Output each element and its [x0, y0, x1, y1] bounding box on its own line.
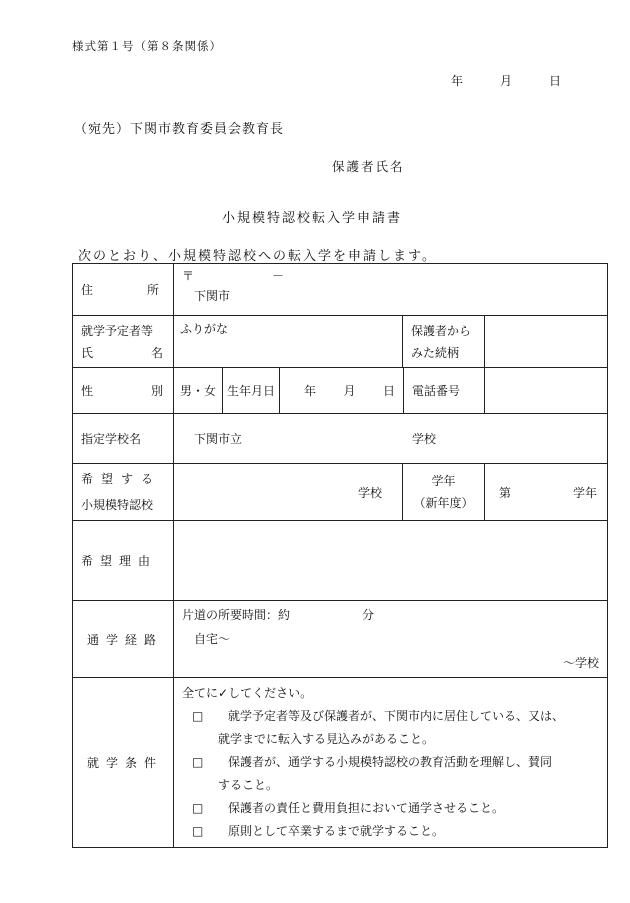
checkbox-icon[interactable]: □ [192, 755, 204, 769]
intro-text: 次のとおり、小規模特認校への転入学を申請します。 [78, 249, 437, 264]
conditions-list: 全てに✓してください。 □ 就学予定者等及び保護者が、下関市内に居住している、又は、 就学までに転入する見込みがあること。 □ 保護者が、通学する小規模特認校の教育活動を理解し、賛同 すること。 □ 保護者の責任と費用負担において通学させること。 □ 原則として卒業するまで就学すること。 [174, 678, 608, 848]
route-row: 通学経路 片道の所要時間：約 分 自宅～ ～学校 [73, 601, 608, 678]
relation-field[interactable] [485, 316, 608, 368]
postal-mark: 〒 [182, 269, 195, 283]
checkbox-icon[interactable]: □ [192, 824, 204, 838]
condition-item: □ 原則として卒業するまで就学すること。 [182, 820, 599, 843]
date-year: 年 [451, 74, 464, 88]
check-mark-icon: ✓ [218, 686, 229, 700]
reason-field[interactable] [174, 521, 608, 601]
desired-school-row: 希望する 小規模特認校 学校 学年 （新年度） 第 学年 [73, 464, 608, 521]
date-month: 月 [499, 74, 512, 88]
form-code: 様式第１号（第８条関係） [72, 39, 222, 53]
condition-item: □ 就学予定者等及び保護者が、下関市内に居住している、又は、 就学までに転入する見込みがあること。 [182, 705, 599, 751]
birthdate-label: 生年月日 [223, 368, 280, 413]
postal-dash: － [272, 269, 285, 283]
grade-field[interactable]: 第 学年 [485, 464, 608, 521]
addressee: （宛先）下関市教育委員会教育長 [74, 122, 285, 137]
address-row: 住 所 〒 － 下関市 [73, 264, 608, 316]
student-row: 就学予定者等 氏 名 ふりがな 保護者から みた続柄 [73, 316, 608, 368]
condition-item: □ 保護者が、通学する小規模特認校の教育活動を理解し、賛同 すること。 [182, 751, 599, 797]
route-field[interactable]: 片道の所要時間：約 分 自宅～ ～学校 [174, 601, 608, 678]
document-title: 小規模特認校転入学申請書 [222, 211, 403, 226]
student-name-field[interactable] [174, 316, 403, 368]
conditions-row: 就学条件 全てに✓してください。 □ 就学予定者等及び保護者が、下関市内に居住している、又は、 就学までに転入する見込みがあること。 □ 保護者が、通学する小規模特認校の教育活動を理解し、賛同 すること。 □ 保護者の責任と費用負担において通学させること。 □ 原則として卒業するまで就学すること。 [73, 678, 608, 848]
reason-row: 希望理由 [73, 521, 608, 601]
phone-label: 電話番号 [412, 384, 461, 398]
condition-item: □ 保護者の責任と費用負担において通学させること。 [182, 797, 599, 820]
checkbox-icon[interactable]: □ [192, 801, 204, 815]
application-form-table [72, 263, 608, 848]
birthdate-field[interactable]: 年 月 日 [280, 368, 404, 413]
date-day: 日 [548, 74, 561, 88]
gender-row: 性 別 男・女 生年月日 年 月 日 電話番号 [73, 368, 608, 414]
date-line [451, 72, 561, 89]
address-city: 下関市 [194, 289, 231, 303]
gender-options[interactable]: 男・女 [174, 368, 223, 414]
designated-school-field[interactable]: 下関市立 学校 [174, 414, 608, 464]
checkbox-icon[interactable]: □ [192, 709, 204, 723]
furigana-label: ふりがな [180, 322, 229, 336]
address-field[interactable] [174, 264, 608, 316]
phone-field[interactable] [485, 368, 608, 414]
desired-school-field[interactable]: 学校 [174, 464, 403, 521]
guardian-name-label: 保護者氏名 [332, 159, 405, 174]
designated-school-row: 指定学校名 下関市立 学校 [73, 414, 608, 464]
